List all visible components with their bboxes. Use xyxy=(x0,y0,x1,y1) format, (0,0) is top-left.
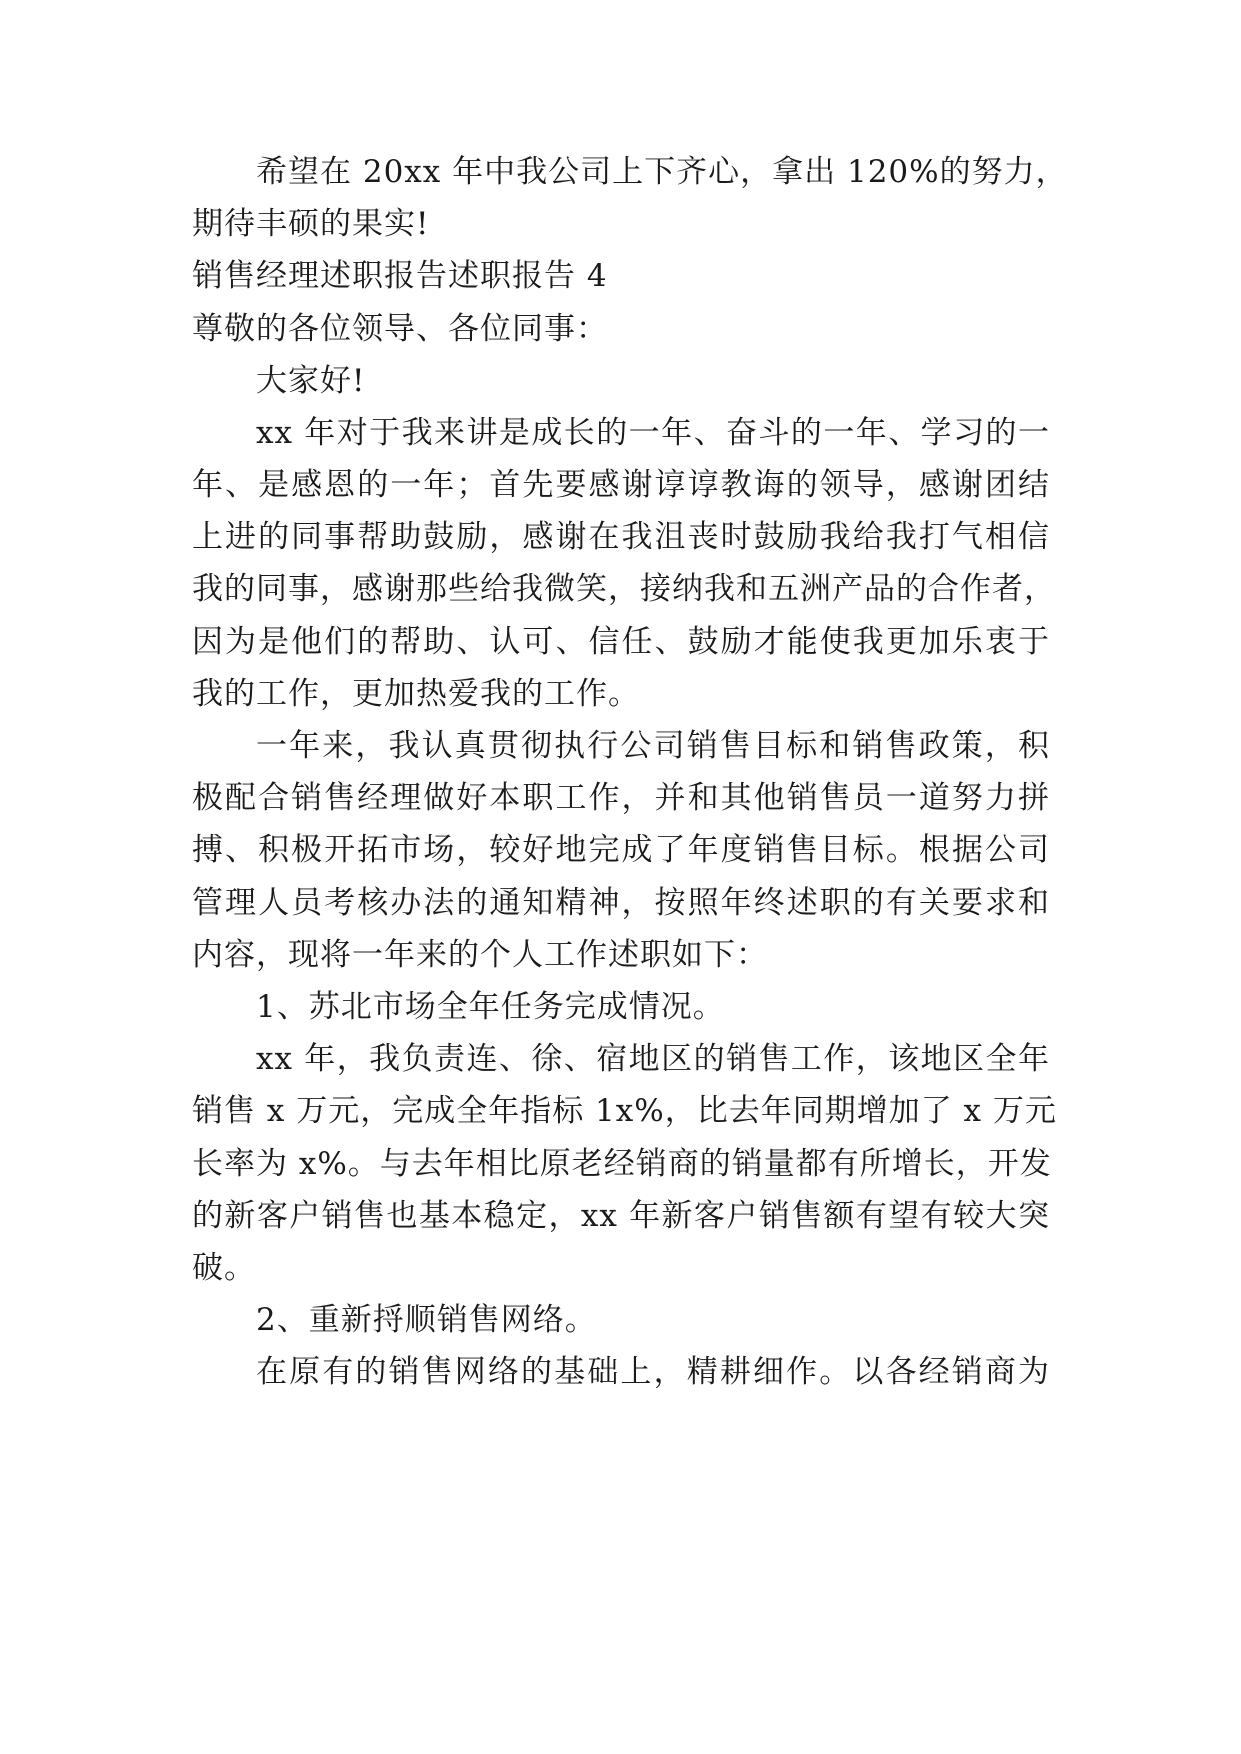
paragraph-line: 在原有的销售网络的基础上，精耕细作。以各经销商为 xyxy=(256,1354,1050,1390)
section-heading: 销售经理述职报告述职报告 4 xyxy=(192,258,608,294)
paragraph-line: xx 年对于我来讲是成长的一年、奋斗的一年、学习的一 xyxy=(256,415,1050,451)
paragraph-line: 内容，现将一年来的个人工作述职如下： xyxy=(192,937,768,973)
paragraph-line: 的新客户销售也基本稳定，xx 年新客户销售额有望有较大突 xyxy=(192,1198,1050,1234)
paragraph-line: 破。 xyxy=(192,1250,256,1286)
paragraph-line: 销售 x 万元，完成全年指标 1x%，比去年同期增加了 x 万元 xyxy=(192,1093,1057,1129)
salutation: 尊敬的各位领导、各位同事： xyxy=(192,311,608,347)
paragraph-line: 上进的同事帮助鼓励，感谢在我沮丧时鼓励我给我打气相信 xyxy=(192,519,1050,555)
paragraph-line: 希望在 20xx 年中我公司上下齐心，拿出 120%的努力， xyxy=(256,154,1068,190)
paragraph-line: 因为是他们的帮助、认可、信任、鼓励才能使我更加乐衷于 xyxy=(192,624,1050,660)
list-item-heading: 1、苏北市场全年任务完成情况。 xyxy=(256,989,725,1025)
greeting: 大家好! xyxy=(256,363,366,399)
paragraph-line: 期待丰硕的果实! xyxy=(192,206,430,242)
paragraph-line: 长率为 x%。与去年相比原老经销商的销量都有所增长，开发 xyxy=(192,1146,1052,1182)
paragraph-line: 一年来，我认真贯彻执行公司销售目标和销售政策，积 xyxy=(256,728,1050,764)
paragraph-line: 极配合销售经理做好本职工作，并和其他销售员一道努力拼 xyxy=(192,780,1050,816)
paragraph-line: 我的同事，感谢那些给我微笑，接纳我和五洲产品的合作者， xyxy=(192,571,1056,607)
paragraph-line: xx 年，我负责连、徐、宿地区的销售工作，该地区全年 xyxy=(256,1041,1050,1077)
paragraph-line: 管理人员考核办法的通知精神，按照年终述职的有关要求和 xyxy=(192,885,1050,921)
paragraph-line: 搏、积极开拓市场，较好地完成了年度销售目标。根据公司 xyxy=(192,832,1050,868)
paragraph-line: 我的工作，更加热爱我的工作。 xyxy=(192,676,640,712)
list-item-heading: 2、重新捋顺销售网络。 xyxy=(256,1302,597,1338)
paragraph-line: 年、是感恩的一年；首先要感谢谆谆教诲的领导，感谢团结 xyxy=(192,467,1050,503)
